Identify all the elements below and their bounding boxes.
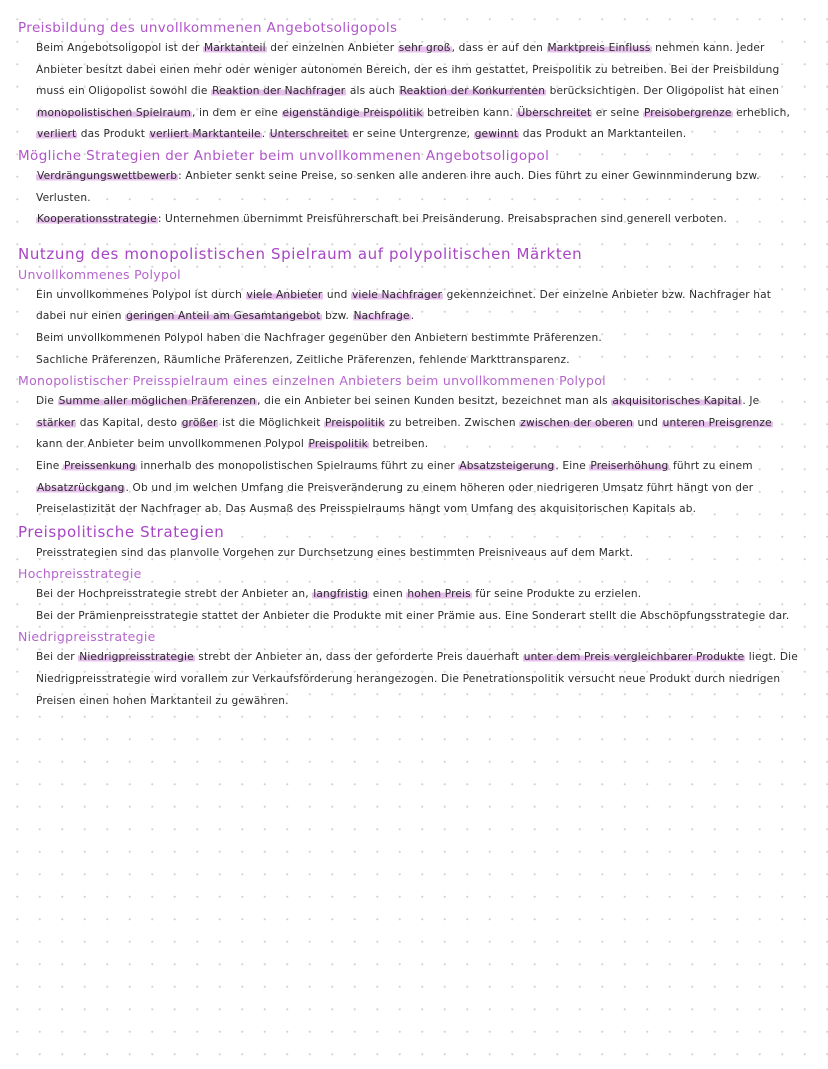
text-run: führt zu einem — [669, 459, 753, 472]
text-run: . Eine — [555, 459, 590, 472]
highlighted-term: monopolistischen Spielraum — [37, 106, 191, 119]
text-run: Eine — [36, 459, 63, 472]
text-run: Beim unvollkommenen Polypol haben die Nachfrager gegenüber den Anbietern bestimmte Präferenzen. — [36, 331, 602, 344]
paragraph-polypol-definition — [36, 285, 798, 328]
text-run: Die — [36, 395, 58, 408]
text-run: : Anbieter senkt seine Preise, so senken alle anderen ihre auch. Dies führt zu einer Gewinnminderung bzw. Verlusten. — [36, 169, 760, 204]
text-run: das Produkt an Marktanteilen. — [519, 128, 687, 141]
text-run: , in dem er eine — [192, 106, 282, 119]
text-run: einen — [369, 588, 407, 601]
highlighted-term: akquisitorisches Kapital — [612, 395, 742, 408]
heading-preispolitische-strategien: Preispolitische Strategien — [18, 522, 225, 541]
highlighted-term: Kooperationsstrategie — [37, 213, 157, 226]
text-run: . — [261, 128, 269, 141]
section-nutzung-spielraum — [18, 243, 798, 521]
section-strategien-oligopol — [18, 146, 798, 231]
highlighted-term: gewinnt — [474, 128, 519, 141]
paragraph-preissenkung — [36, 456, 798, 521]
text-run: er seine Untergrenze, — [348, 128, 474, 141]
text-run: , die ein Anbieter bei seinen Kunden besitzt, bezeichnet man als — [257, 395, 612, 408]
highlighted-term: Preiserhöhung — [590, 459, 669, 472]
subheading-niedrigpreisstrategie: Niedrigpreisstrategie — [18, 629, 156, 645]
highlighted-term: Reaktion der Konkurrenten — [399, 85, 546, 98]
highlighted-term: Preispolitik — [325, 416, 385, 429]
text-run: und — [323, 288, 352, 301]
highlighted-term: Absatzsteigerung — [459, 459, 555, 472]
paragraph-niedrigpreisstrategie — [36, 647, 798, 712]
text-run: : Unternehmen übernimmt Preisführerschaft bei Preisänderung. Preisabsprachen sind generell verboten. — [157, 213, 727, 226]
heading-strategien-oligopol: Mögliche Strategien der Anbieter beim unvollkommenen Angebotsoligopol — [18, 147, 550, 164]
heading-preisbildung: Preisbildung des unvollkommenen Angebotsoligopols — [18, 20, 398, 36]
text-run: kann der Anbieter beim unvollkommenen Polypol — [36, 438, 308, 451]
highlighted-term: unter dem Preis vergleichbarer Produkte — [523, 651, 745, 664]
text-run: innerhalb des monopolistischen Spielraums führt zu einer — [136, 459, 459, 472]
paragraph-praeferenz-arten — [36, 350, 798, 372]
highlighted-term: viele Anbieter — [246, 288, 323, 301]
text-run: Bei der Hochpreisstrategie strebt der Anbieter an, — [36, 588, 313, 601]
highlighted-term: Unterschreitet — [269, 128, 348, 141]
text-run: der einzelnen Anbieter — [266, 42, 398, 54]
text-run: als auch — [346, 85, 399, 98]
text-run: nehmen kann. Jeder Anbieter besitzt dabei einen mehr oder weniger autonomen Bereich, der es ihm gestattet, Preispolitik zu betreiben. Bei der Preisbildung muss ein Oligopolist sowohl die — [36, 42, 780, 98]
paragraph-akquisitorisches-kapital — [36, 391, 798, 456]
highlighted-term: Preisobergrenze — [643, 106, 732, 119]
paragraph-praemienpreisstrategie — [36, 606, 798, 628]
text-run: erheblich, — [732, 106, 791, 119]
highlighted-term: hohen Preis — [407, 588, 471, 601]
text-run: bzw. — [321, 310, 353, 323]
highlighted-term: Preissenkung — [64, 459, 136, 472]
highlighted-term: viele Nachfrager — [352, 288, 443, 301]
highlighted-term: geringen Anteil am Gesamtangebot — [126, 310, 321, 323]
text-run: , dass er auf den — [451, 42, 547, 54]
text-run: . — [410, 310, 415, 323]
text-run: Ein unvollkommenes Polypol ist durch — [36, 288, 246, 301]
text-run: gekennzeichnet. Der einzelne Anbieter bzw. Nachfrager hat dabei nur einen — [36, 288, 772, 323]
subheading-preisspielraum: Monopolistischer Preisspielraum eines einzelnen Anbieters beim unvollkommenen Polypol — [18, 373, 606, 389]
highlighted-term: eigenständige Preispolitik — [282, 106, 423, 119]
paragraph-kooperationsstrategie — [36, 209, 798, 231]
text-run: Preisstrategien sind das planvolle Vorgehen zur Durchsetzung eines bestimmten Preisniveaus auf dem Markt. — [36, 546, 634, 559]
section-preisbildung — [18, 18, 798, 146]
section-preispolitische-strategien — [18, 521, 798, 713]
paragraph-hochpreisstrategie — [36, 584, 798, 606]
highlighted-term: Verdrängungswettbewerb — [37, 169, 178, 182]
text-run: betreiben. — [368, 438, 429, 451]
text-run: zu betreiben. Zwischen — [385, 416, 520, 429]
text-run: berücksichtigen. Der Oligopolist hat einen — [546, 85, 780, 98]
highlighted-term: unteren Preisgrenze — [662, 416, 772, 429]
highlighted-term: Summe aller möglichen Präferenzen — [58, 395, 257, 408]
highlighted-term: verliert Marktanteile — [149, 128, 261, 141]
text-run: . Je — [742, 395, 760, 408]
paragraph-polypol-praeferenzen — [36, 328, 798, 350]
highlighted-term: Reaktion der Nachfrager — [212, 85, 346, 98]
paragraph-angebotsoligopol — [36, 38, 798, 146]
paragraph-verdraengungswettbewerb — [36, 166, 798, 209]
paragraph-preisstrategien — [36, 543, 798, 565]
text-run: betreiben kann. — [423, 106, 517, 119]
highlighted-term: Marktanteil — [204, 42, 266, 54]
highlighted-term: Nachfrage — [353, 310, 410, 323]
text-run: strebt der Anbieter an, dass der geforderte Preis dauerhaft — [194, 651, 523, 664]
highlighted-term: verliert — [37, 128, 77, 141]
text-run: ist die Möglichkeit — [218, 416, 325, 429]
text-run: das Kapital, desto — [76, 416, 181, 429]
heading-nutzung-spielraum: Nutzung des monopolistischen Spielraum auf polypolitischen Märkten — [18, 244, 583, 263]
highlighted-term: größer — [181, 416, 218, 429]
text-run: . Ob und im welchen Umfang die Preisveränderung zu einem höheren oder niedrigeren Umsatz führt hängt von der Preiselastizität der Nachfrager ab. Das Ausmaß des Preisspielraums hängt vom Umfang des akquisitorischen Kapitals ab. — [36, 481, 754, 516]
highlighted-term: Absatzrückgang — [37, 481, 125, 494]
text-run: liegt. Die Niedrigpreisstrategie wird vorallem zur Verkaufsförderung herangezogen. Die Penetrationspolitik versucht neue Produkt durch niedrigen Preisen einen hohen Marktanteil zu gewähren. — [36, 651, 798, 707]
text-run: das Produkt — [77, 128, 149, 141]
highlighted-term: stärker — [37, 416, 76, 429]
highlighted-term: Marktpreis Einfluss — [547, 42, 651, 54]
highlighted-term: langfristig — [313, 588, 369, 601]
text-run: Sachliche Präferenzen, Räumliche Präferenzen, Zeitliche Präferenzen, fehlende Markttransparenz. — [36, 353, 570, 366]
subheading-hochpreisstrategie: Hochpreisstrategie — [18, 566, 142, 582]
subheading-unvollkommenes-polypol: Unvollkommenes Polypol — [18, 266, 181, 282]
text-run: Bei der — [36, 651, 79, 664]
section-gap — [18, 231, 798, 243]
text-run: Beim Angebotsoligopol ist der — [36, 42, 204, 54]
text-run: für seine Produkte zu erzielen. — [471, 588, 642, 601]
highlighted-term: sehr groß — [398, 42, 451, 54]
highlighted-term: Überschreitet — [517, 106, 592, 119]
highlighted-term: Niedrigpreisstrategie — [79, 651, 194, 664]
text-run: und — [634, 416, 662, 429]
text-run: Bei der Prämienpreisstrategie stattet der Anbieter die Produkte mit einer Prämie aus. Eine Sonderart stellt die Abschöpfungsstrategie dar. — [36, 609, 790, 622]
highlighted-term: zwischen der oberen — [520, 416, 634, 429]
highlighted-term: Preispolitik — [308, 438, 368, 451]
text-run: er seine — [592, 106, 643, 119]
